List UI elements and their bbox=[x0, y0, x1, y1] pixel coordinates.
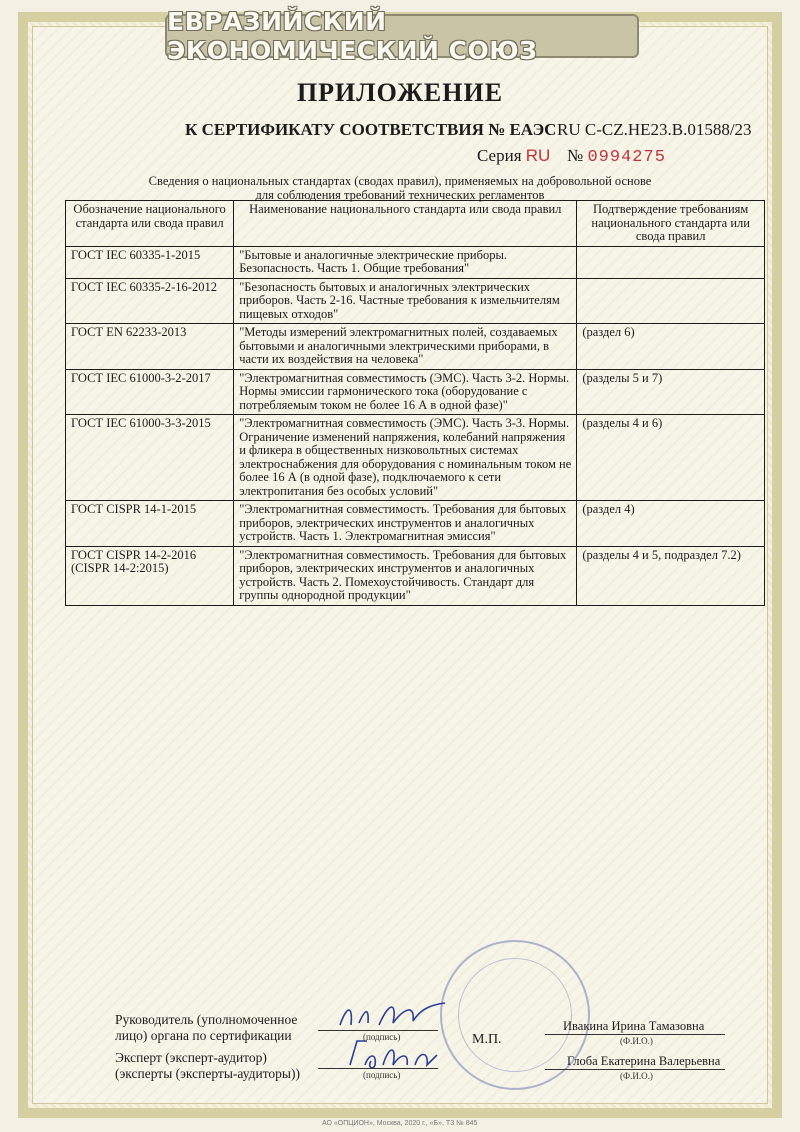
blank-number-field bbox=[567, 146, 666, 167]
printer-imprint: АО «ОПЦИОН», Москва, 2020 г., «Б», ТЗ № 845 bbox=[322, 1120, 478, 1127]
standard-confirmation: (раздел 4) bbox=[577, 501, 765, 547]
standard-code: ГОСТ CISPR 14-1-2015 bbox=[66, 501, 234, 547]
standard-code: ГОСТ IEC 61000-3-3-2015 bbox=[66, 415, 234, 501]
banner-text: ЕВРАЗИЙСКИЙ ЭКОНОМИЧЕСКИЙ СОЮЗ bbox=[167, 7, 538, 65]
standard-name: "Методы измерений электромагнитных полей, создаваемых бытовыми и аналогичными электрическими приборами, в части их воздействия на человека" bbox=[234, 324, 577, 370]
standard-confirmation: (разделы 4 и 6) bbox=[577, 415, 765, 501]
head-signature-caption: (подпись) bbox=[363, 1032, 401, 1042]
head-label bbox=[115, 1012, 297, 1044]
table-row bbox=[66, 324, 765, 370]
standard-name: "Электромагнитная совместимость (ЭМС). Часть 3-2. Нормы. Нормы эмиссии гармонического тока (оборудование с потребляемым током не более 16 А в одной фазе)" bbox=[234, 369, 577, 415]
intro-text bbox=[90, 174, 710, 202]
standard-name: "Электромагнитная совместимость. Требования для бытовых приборов, электрических инструментов и аналогичных устройств. Часть 1. Электромагнитная эмиссия" bbox=[234, 501, 577, 547]
expert-label-line-2: (эксперты (эксперты-аудиторы)) bbox=[115, 1066, 300, 1081]
table-row bbox=[66, 246, 765, 278]
series-value: RU bbox=[525, 146, 551, 165]
header-name: Наименование национального стандарта или свода правил bbox=[234, 201, 577, 247]
head-signature bbox=[335, 995, 455, 1035]
table-row bbox=[66, 415, 765, 501]
expert-signature-caption: (подпись) bbox=[363, 1070, 401, 1080]
table-row bbox=[66, 501, 765, 547]
standard-confirmation bbox=[577, 246, 765, 278]
table-row bbox=[66, 278, 765, 324]
number-label: № bbox=[567, 146, 584, 165]
expert-label bbox=[115, 1050, 300, 1082]
standard-code: ГОСТ CISPR 14-2-2016 (CISPR 14-2:2015) bbox=[66, 546, 234, 605]
standard-code: ГОСТ IEC 60335-2-16-2012 bbox=[66, 278, 234, 324]
certificate-number: RU C-CZ.HE23.B.01588/23 bbox=[557, 120, 752, 139]
standard-name: "Безопасность бытовых и аналогичных электрических приборов. Часть 2-16. Частные требования к измельчителям пищевых отходов" bbox=[234, 278, 577, 324]
header-confirmation: Подтверждение требованиям национального стандарта или свода правил bbox=[577, 201, 765, 247]
standard-name: "Бытовые и аналогичные электрические приборы. Безопасность. Часть 1. Общие требования" bbox=[234, 246, 577, 278]
table-row bbox=[66, 369, 765, 415]
expert-label-line-1: Эксперт (эксперт-аудитор) bbox=[115, 1050, 267, 1065]
number-value: 0994275 bbox=[587, 148, 666, 167]
head-name: Ивакина Ирина Тамазовна bbox=[563, 1019, 705, 1033]
series-field bbox=[477, 146, 550, 166]
page-title: ПРИЛОЖЕНИЕ bbox=[296, 78, 504, 107]
standard-code: ГОСТ EN 62233-2013 bbox=[66, 324, 234, 370]
head-label-line-2: лицо) органа по сертификации bbox=[115, 1028, 292, 1043]
head-label-line-1: Руководитель (уполномоченное bbox=[115, 1012, 298, 1027]
expert-name: Глоба Екатерина Валерьевна bbox=[567, 1054, 721, 1068]
header-code: Обозначение национального стандарта или свода правил bbox=[66, 201, 234, 247]
standard-confirmation: (раздел 6) bbox=[577, 324, 765, 370]
head-name-caption: (Ф.И.О.) bbox=[620, 1036, 653, 1046]
union-banner bbox=[165, 7, 639, 65]
certificate-subtitle: К СЕРТИФИКАТУ СООТВЕТСТВИЯ № ЕАЭС bbox=[185, 120, 557, 139]
standards-table bbox=[65, 200, 765, 606]
head-name-line bbox=[545, 1034, 725, 1035]
expert-name-caption: (Ф.И.О.) bbox=[620, 1071, 653, 1081]
table-header-row bbox=[66, 201, 765, 247]
table-row bbox=[66, 546, 765, 605]
expert-name-line bbox=[545, 1069, 725, 1070]
seal-mark: М.П. bbox=[472, 1032, 502, 1047]
series-label: Серия bbox=[477, 146, 522, 165]
standard-code: ГОСТ IEC 61000-3-2-2017 bbox=[66, 369, 234, 415]
head-signature-line bbox=[318, 1030, 438, 1031]
standard-code: ГОСТ IEC 60335-1-2015 bbox=[66, 246, 234, 278]
intro-line-1: Сведения о национальных стандартах (сводах правил), применяемых на добровольной основе bbox=[148, 174, 652, 188]
intro-line-2: для соблюдения требований технических регламентов bbox=[255, 188, 545, 202]
standard-confirmation: (разделы 5 и 7) bbox=[577, 369, 765, 415]
standard-name: "Электромагнитная совместимость. Требования для бытовых приборов, электрических инструментов и аналогичных устройств. Часть 2. Помехоустойчивость. Стандарт для группы однородной продукции" bbox=[234, 546, 577, 605]
standard-confirmation: (разделы 4 и 5, подраздел 7.2) bbox=[577, 546, 765, 605]
standard-name: "Электромагнитная совместимость (ЭМС). Часть 3-3. Нормы. Ограничение изменений напряжения, колебаний напряжения и фликера в общественных низковольтных системах электроснабжения для оборудования с номинальным током не более 16 А (в одной фазе), подключаемого к сети электропитания без особых условий" bbox=[234, 415, 577, 501]
standard-confirmation bbox=[577, 278, 765, 324]
expert-signature-line bbox=[318, 1068, 438, 1069]
